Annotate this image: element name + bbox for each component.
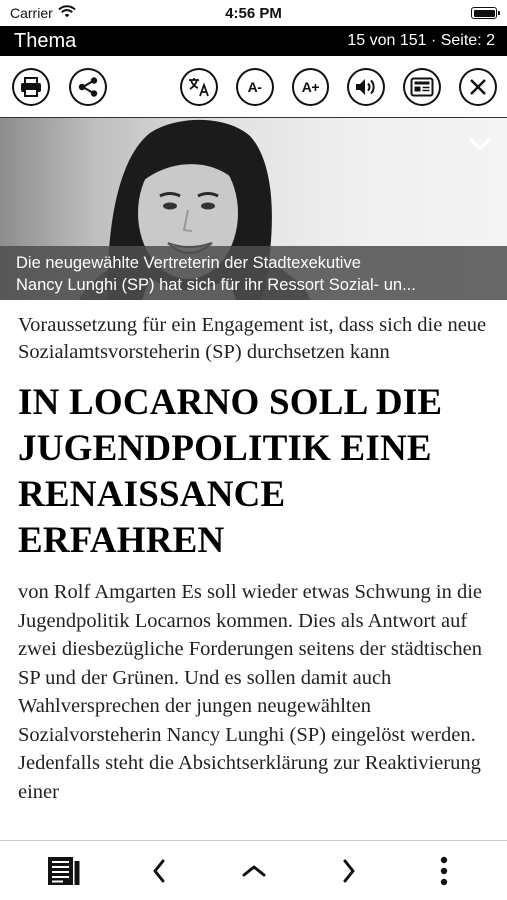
translate-button[interactable] <box>180 68 218 106</box>
scroll-top-button[interactable] <box>232 849 276 893</box>
chevron-down-icon <box>469 138 491 152</box>
font-smaller-label: A- <box>247 78 262 95</box>
status-left <box>10 5 76 21</box>
more-vertical-icon <box>440 856 448 886</box>
article-list-icon <box>47 856 81 886</box>
caption-line-1: Die neugewählte Vertreterin der Stadtexekutive <box>16 254 361 272</box>
close-icon <box>469 78 487 96</box>
font-larger-label: A+ <box>301 78 320 95</box>
chevron-left-icon <box>152 859 166 883</box>
newspaper-icon <box>410 77 434 97</box>
article-content <box>0 300 507 806</box>
expand-caption-button[interactable] <box>467 132 493 158</box>
speaker-icon <box>354 77 378 97</box>
article-headline: IN LOCARNO SOLL DIE JUGENDPOLITIK EINE RENAISSANCE ERFAHREN <box>18 382 443 561</box>
article-body: von Rolf Amgarten Es soll wieder etwas Schwung in die Jugendpolitik Locarnos kommen. Dies als Antwort auf zwei diesbezügliche Forderungen seitens der städtischen SP und der Grünen. Und es sollen damit auch Wahlversprechen der jungen neugewählten Sozialvorsteherin Nancy Lunghi (SP) eingelöst werden. Jedenfalls steht die Absichtserklärung zur Reaktivierung einer <box>18 581 483 803</box>
next-article-button[interactable] <box>327 849 371 893</box>
share-icon <box>77 76 99 98</box>
close-button[interactable] <box>459 68 497 106</box>
article-list-button[interactable] <box>42 849 86 893</box>
wifi-icon <box>58 5 76 21</box>
more-options-button[interactable] <box>422 849 466 893</box>
font-smaller-button[interactable] <box>236 68 274 106</box>
caption-line-2: Nancy Lunghi (SP) hat sich für ihr Ressort Sozial- un... <box>16 276 416 294</box>
chevron-right-icon <box>342 859 356 883</box>
image-caption <box>0 246 507 300</box>
status-time: 4:56 PM <box>225 4 282 22</box>
carrier-label: Carrier <box>10 5 53 21</box>
article-image[interactable] <box>0 118 507 300</box>
share-button[interactable] <box>69 68 107 106</box>
article-kicker: Voraussetzung für ein Engagement ist, dass sich die neue Sozialamtsvorsteherin (SP) durchsetzen kann <box>18 314 487 363</box>
section-title: Thema <box>14 29 77 52</box>
status-bar <box>0 0 507 26</box>
article-toolbar <box>0 56 507 118</box>
print-icon <box>20 77 42 97</box>
bottom-navigation <box>0 840 507 900</box>
font-larger-button[interactable] <box>292 68 330 106</box>
page-position: 15 von 151 · Seite: 2 <box>347 32 495 49</box>
chevron-up-icon <box>242 864 266 878</box>
translate-icon <box>187 76 211 98</box>
print-button[interactable] <box>12 68 50 106</box>
battery-icon <box>471 7 497 19</box>
read-aloud-button[interactable] <box>347 68 385 106</box>
article-position: 15 von 151 <box>347 32 427 49</box>
page-number: Seite: 2 <box>440 32 495 49</box>
page-view-button[interactable] <box>403 68 441 106</box>
section-header <box>0 26 507 56</box>
previous-article-button[interactable] <box>137 849 181 893</box>
